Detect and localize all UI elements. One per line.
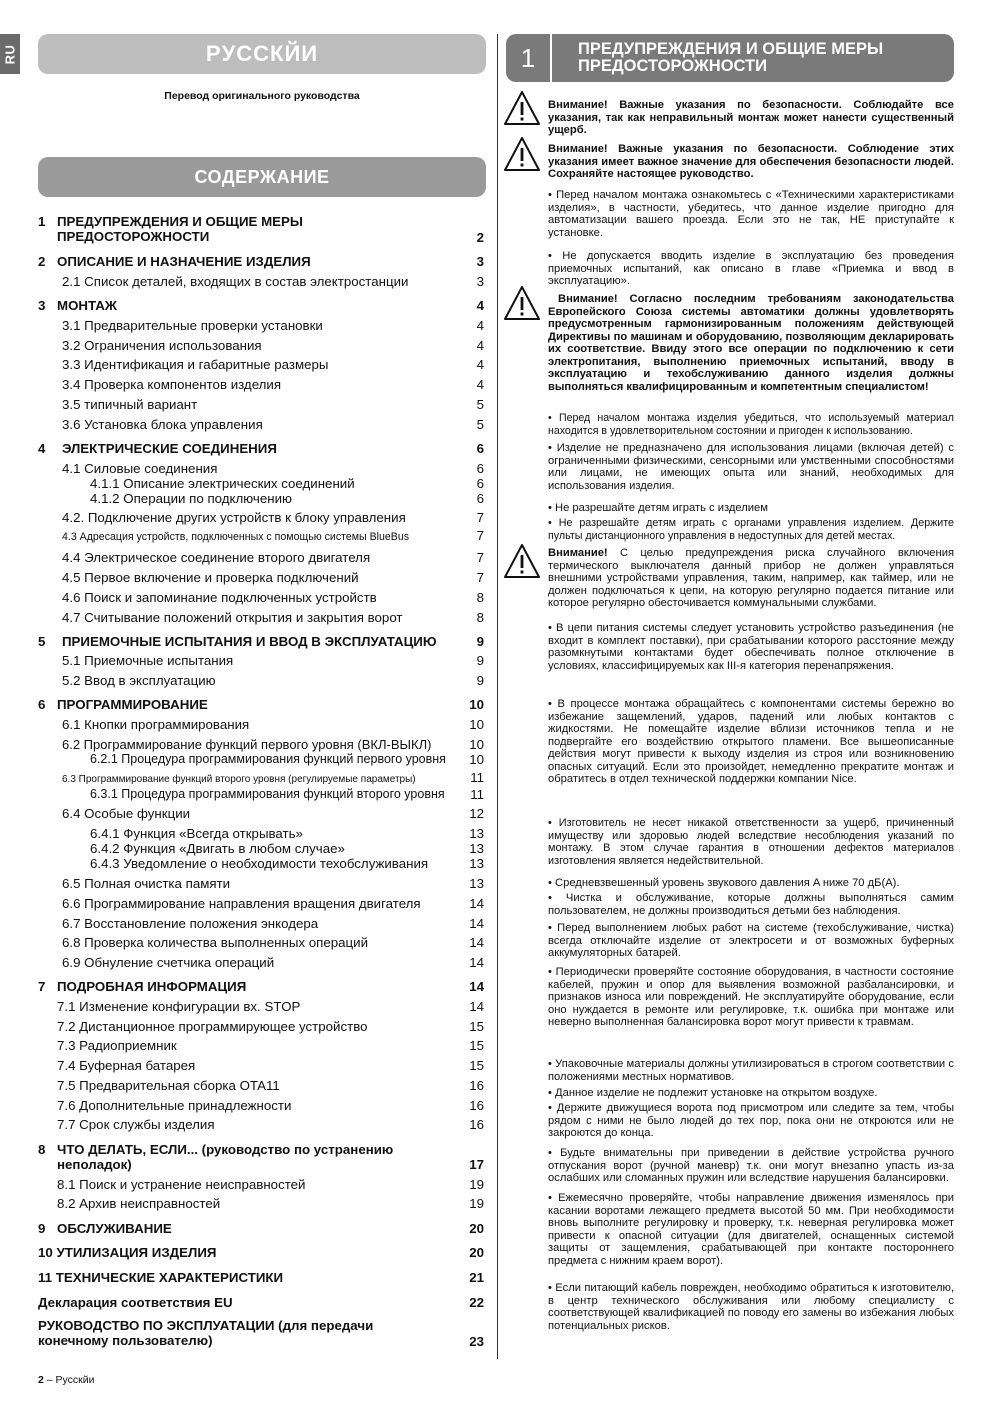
warning-paragraph: Внимание! Важные указания по безопасности. Соблюдение этих указания имеет важное значение для обеспечения безопасности людей. Сохраняйте настоящее руководство. xyxy=(548,143,954,180)
bullet-paragraph: • В процессе монтажа обращайтесь с компонентами системы бережно во избежание защемлений, ударов, падений или любых контактов с жидкостями. Не помещайте изделие вблизи источников тепла и не подвергайте его воздействию открытого пламени. Все вышеописанные действия могут привести к выходу изделия из строя или возникновению опасных ситуаций. Если это произойдет, немедленно прекратите монтаж и обратитесь в отдел технической поддержки компании Nice. xyxy=(548,698,954,785)
language-tab: RU xyxy=(0,34,20,74)
bullet-paragraph: • Периодически проверяйте состояние оборудования, в частности состояние кабелей, пружин и опор для выявления возможной разбалансировки, и признаков износа или повреждений. Не эксплуатируйте оборудование, если оно нуждается в ремонте или регулировке, т.к. ошибка при монтаже или неверно выполненная балансировка ворот могут привести к травмам. xyxy=(548,966,954,1028)
warning-paragraph: Внимание! Согласно последним требованиям законодательства Европейского Союза системы автоматики должны удовлетворять предусмотренным гармонизированным положениям действующей Директивы по машинам и оборудованию, позволяющим декларировать их соответствие. Ввиду этого все операции по подключению к сети электропитания, выполнению приемочных испытаний, вводу в эксплуатацию и техобслуживанию данного изделия должны выполняться квалифицированным и компетентным специалистом! xyxy=(548,293,954,393)
bullet-paragraph: • Держите движущиеся ворота под присмотром или следите за тем, чтобы рядом с ними не было людей до тех пор, пока они не откроются или не закроются до конца. xyxy=(548,1102,954,1139)
column-divider xyxy=(497,34,498,1359)
bullet-paragraph: • Если питающий кабель поврежден, необходимо обратиться к изготовителю, в центр технического обслуживания или любому специалисту с соответствующей квалификацией по поводу его замены во избежания любых потенциальных рисков. xyxy=(548,1282,954,1332)
bullet-paragraph: • Не разрешайте детям играть с органами управления изделием. Держите пульты дистанционного управления в недоступных для детей местах. xyxy=(548,517,954,542)
bullet-paragraph: • Перед началом монтажа ознакомьтесь с «Техническими характеристиками изделия», в частности, убедитесь, что данное изделие пригодно для автоматизации вашего проезда. Если это не так, НЕ приступайте к установке. xyxy=(548,189,954,239)
bullet-paragraph: • Чистка и обслуживание, которые должны выполняться самим пользователем, не должны производиться детьми без наблюдения. xyxy=(548,892,954,917)
bullet-paragraph: • В цепи питания системы следует установить устройство разъединения (не входит в комплект поставки), при срабатывании которого расстояние между разомкнутыми контактами будет обеспечивать полное отключение в условиях, классифицируемых как III-я категория перенапряжения. xyxy=(548,622,954,672)
section-title xyxy=(552,34,954,82)
bullet-paragraph: • Будьте внимательны при приведении в действие устройства ручного отпускания ворот (ручной маневр) т.к. они могут внезапно упасть из-за ослабших или сломанных пружин или вследствие нарушения балансировки. xyxy=(548,1147,954,1184)
language-title: PУССКЙИ xyxy=(38,34,486,74)
bullet-paragraph: • Упаковочные материалы должны утилизироваться в строгом соответствии с положениями местных нормативов. xyxy=(548,1058,954,1083)
toc-entry[interactable]: 8 ЧТО ДЕЛАТЬ, ЕСЛИ... (руководство по устранению неполадок) 17 xyxy=(38,1142,484,1172)
attention-label: Внимание! xyxy=(548,547,608,559)
warning-icon xyxy=(503,285,541,321)
warning-paragraph: Внимание! Важные указания по безопасности. Соблюдайте все указания, так как неправильный монтаж может нанести существенный ущерб. xyxy=(548,99,954,136)
warning-text: С целью предупреждения риска случайного включения термического выключателя данный прибор не должен управляться внешними устройствами управления, таким, например, как таймер, или не должен подключаться к цепи, на которую регулярно подается питание или которое регулярно обесточивается коммунальными службами. xyxy=(548,547,955,609)
toc-header: СОДЕРЖАНИЕ xyxy=(38,157,486,197)
page-number: 2 xyxy=(38,1374,44,1386)
bullet-paragraph: • Перед началом монтажа изделия убедиться, что используемый материал находится в удовлетворительном состоянии и пригоден к использованию. xyxy=(548,412,954,437)
footer-language: – Русскйи xyxy=(46,1374,95,1386)
bullet-paragraph: • Изготовитель не несет никакой ответственности за ущерб, причиненный имуществу или здоровью людей вследствие несоблюдения указаний по монтажу. В этом случае гарантия в отношении дефектов материалов изготовления является недействительной. xyxy=(548,817,954,867)
bullet-paragraph: • Данное изделие не подлежит установке на открытом воздухе. xyxy=(548,1087,878,1099)
page-footer xyxy=(38,1374,94,1386)
section-title-line: ПРЕДУПРЕЖДЕНИЯ И ОБЩИЕ МЕРЫ xyxy=(578,40,884,58)
section-title-line: ПРЕДОСТОРОЖНОСТИ xyxy=(578,57,767,75)
toc-entry[interactable]: РУКОВОДСТВО ПО ЭКСПЛУАТАЦИИ (для передачи конечному пользователю) 23 xyxy=(38,1318,484,1349)
bullet-paragraph: • Не допускается вводить изделие в эксплуатацию без проведения приемочных испытаний, как описано в главе «Приемка и ввод в эксплуатацию». xyxy=(548,250,954,287)
warning-icon xyxy=(503,90,541,126)
translation-note: Перевод оригинального руководства xyxy=(164,90,360,102)
toc-entry[interactable]: 1 ПРЕДУПРЕЖДЕНИЯ И ОБЩИЕ МЕРЫ ПРЕДОСТОРОЖНОСТИ 2 xyxy=(38,214,484,245)
bullet-paragraph: • Средневзвешенный уровень звукового давления A ниже 70 дБ(A). xyxy=(548,877,900,889)
bullet-paragraph: • Не разрешайте детям играть с изделием xyxy=(548,502,768,514)
bullet-paragraph: • Перед выполнением любых работ на системе (техобслуживание, чистка) всегда отключайте изделие от электросети и от возможных буферных аккумуляторных батарей. xyxy=(548,922,954,959)
warning-paragraph xyxy=(548,547,954,610)
section-number: 1 xyxy=(506,34,550,82)
warning-icon xyxy=(503,543,541,579)
warning-icon xyxy=(503,136,541,172)
bullet-paragraph: • Изделие не предназначено для использования лицами (включая детей) с ограниченными физическими, сенсорными или умственными способностями или лицами, не имеющих опыта или знаний, необходимых для использования изделия. xyxy=(548,442,954,492)
bullet-paragraph: • Ежемесячно проверяйте, чтобы направление движения изменялось при касании воротами лежащего предмета высотой 50 мм. При необходимости вновь выполните регулировку и проверку, т.к. неверная регулировка может привести к опасной ситуации (для двигателей, оснащенных системой защиты от защемления, срабатывающей при контакте постороннего предмета с нижним краем ворот). xyxy=(548,1192,954,1267)
